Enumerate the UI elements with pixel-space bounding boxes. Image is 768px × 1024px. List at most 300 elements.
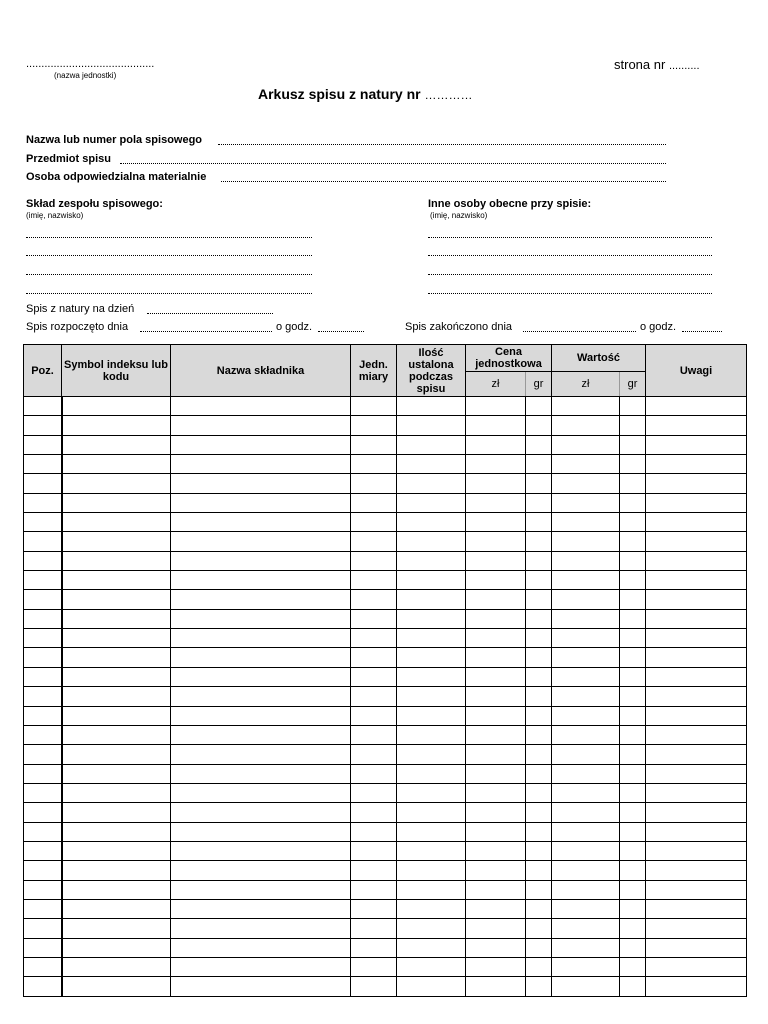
- cell-name[interactable]: [171, 397, 351, 416]
- cell-symbol[interactable]: [62, 783, 171, 802]
- cell-price-gr[interactable]: [526, 590, 552, 609]
- cell-price-zl[interactable]: [466, 745, 526, 764]
- cell-symbol[interactable]: [62, 957, 171, 976]
- cell-price-gr[interactable]: [526, 513, 552, 532]
- cell-poz[interactable]: [24, 957, 62, 976]
- cell-value-gr[interactable]: [620, 455, 646, 474]
- cell-unit[interactable]: [351, 532, 397, 551]
- cell-symbol[interactable]: [62, 493, 171, 512]
- cell-notes[interactable]: [646, 551, 747, 570]
- cell-value-zl[interactable]: [552, 590, 620, 609]
- cell-price-gr[interactable]: [526, 803, 552, 822]
- cell-poz[interactable]: [24, 551, 62, 570]
- cell-notes[interactable]: [646, 919, 747, 938]
- cell-value-gr[interactable]: [620, 667, 646, 686]
- cell-unit[interactable]: [351, 783, 397, 802]
- cell-qty[interactable]: [397, 977, 466, 996]
- cell-notes[interactable]: [646, 687, 747, 706]
- cell-poz[interactable]: [24, 455, 62, 474]
- cell-qty[interactable]: [397, 822, 466, 841]
- cell-value-gr[interactable]: [620, 397, 646, 416]
- cell-price-gr[interactable]: [526, 571, 552, 590]
- cell-value-zl[interactable]: [552, 822, 620, 841]
- cell-notes[interactable]: [646, 435, 747, 454]
- cell-value-gr[interactable]: [620, 609, 646, 628]
- cell-price-zl[interactable]: [466, 532, 526, 551]
- cell-symbol[interactable]: [62, 629, 171, 648]
- cell-symbol[interactable]: [62, 667, 171, 686]
- cell-value-zl[interactable]: [552, 687, 620, 706]
- cell-notes[interactable]: [646, 590, 747, 609]
- cell-value-zl[interactable]: [552, 397, 620, 416]
- cell-poz[interactable]: [24, 493, 62, 512]
- cell-price-zl[interactable]: [466, 919, 526, 938]
- cell-price-zl[interactable]: [466, 977, 526, 996]
- cell-value-zl[interactable]: [552, 474, 620, 493]
- cell-qty[interactable]: [397, 957, 466, 976]
- cell-notes[interactable]: [646, 609, 747, 628]
- cell-name[interactable]: [171, 899, 351, 918]
- cell-value-gr[interactable]: [620, 783, 646, 802]
- team-member-line-4[interactable]: [26, 293, 312, 294]
- cell-price-zl[interactable]: [466, 455, 526, 474]
- cell-qty[interactable]: [397, 725, 466, 744]
- cell-symbol[interactable]: [62, 764, 171, 783]
- cell-unit[interactable]: [351, 551, 397, 570]
- cell-price-zl[interactable]: [466, 822, 526, 841]
- cell-unit[interactable]: [351, 803, 397, 822]
- cell-symbol[interactable]: [62, 725, 171, 744]
- cell-qty[interactable]: [397, 455, 466, 474]
- cell-qty[interactable]: [397, 629, 466, 648]
- cell-poz[interactable]: [24, 919, 62, 938]
- cell-value-zl[interactable]: [552, 861, 620, 880]
- cell-value-gr[interactable]: [620, 474, 646, 493]
- cell-value-zl[interactable]: [552, 513, 620, 532]
- cell-value-zl[interactable]: [552, 957, 620, 976]
- cell-notes[interactable]: [646, 513, 747, 532]
- cell-price-zl[interactable]: [466, 397, 526, 416]
- cell-value-gr[interactable]: [620, 745, 646, 764]
- cell-price-gr[interactable]: [526, 977, 552, 996]
- cell-notes[interactable]: [646, 880, 747, 899]
- cell-name[interactable]: [171, 455, 351, 474]
- cell-notes[interactable]: [646, 977, 747, 996]
- cell-symbol[interactable]: [62, 745, 171, 764]
- cell-notes[interactable]: [646, 803, 747, 822]
- cell-name[interactable]: [171, 919, 351, 938]
- cell-unit[interactable]: [351, 455, 397, 474]
- cell-price-zl[interactable]: [466, 706, 526, 725]
- cell-notes[interactable]: [646, 783, 747, 802]
- cell-poz[interactable]: [24, 667, 62, 686]
- cell-name[interactable]: [171, 957, 351, 976]
- cell-value-zl[interactable]: [552, 977, 620, 996]
- ended-date-line[interactable]: [523, 331, 636, 332]
- cell-name[interactable]: [171, 977, 351, 996]
- cell-qty[interactable]: [397, 841, 466, 860]
- cell-value-zl[interactable]: [552, 416, 620, 435]
- cell-notes[interactable]: [646, 474, 747, 493]
- cell-symbol[interactable]: [62, 803, 171, 822]
- cell-value-gr[interactable]: [620, 957, 646, 976]
- cell-qty[interactable]: [397, 919, 466, 938]
- cell-price-gr[interactable]: [526, 609, 552, 628]
- cell-qty[interactable]: [397, 493, 466, 512]
- cell-value-zl[interactable]: [552, 629, 620, 648]
- cell-price-gr[interactable]: [526, 861, 552, 880]
- cell-price-zl[interactable]: [466, 493, 526, 512]
- cell-qty[interactable]: [397, 397, 466, 416]
- cell-qty[interactable]: [397, 861, 466, 880]
- cell-value-zl[interactable]: [552, 899, 620, 918]
- cell-value-zl[interactable]: [552, 880, 620, 899]
- cell-notes[interactable]: [646, 667, 747, 686]
- cell-notes[interactable]: [646, 899, 747, 918]
- as-of-line[interactable]: [147, 313, 273, 314]
- cell-value-gr[interactable]: [620, 764, 646, 783]
- cell-price-zl[interactable]: [466, 648, 526, 667]
- cell-unit[interactable]: [351, 416, 397, 435]
- cell-symbol[interactable]: [62, 822, 171, 841]
- cell-value-zl[interactable]: [552, 706, 620, 725]
- cell-poz[interactable]: [24, 803, 62, 822]
- cell-notes[interactable]: [646, 957, 747, 976]
- cell-symbol[interactable]: [62, 880, 171, 899]
- cell-poz[interactable]: [24, 474, 62, 493]
- cell-name[interactable]: [171, 841, 351, 860]
- cell-price-gr[interactable]: [526, 532, 552, 551]
- cell-price-gr[interactable]: [526, 880, 552, 899]
- cell-price-gr[interactable]: [526, 455, 552, 474]
- cell-value-gr[interactable]: [620, 899, 646, 918]
- cell-price-zl[interactable]: [466, 783, 526, 802]
- cell-unit[interactable]: [351, 609, 397, 628]
- cell-value-gr[interactable]: [620, 493, 646, 512]
- cell-price-zl[interactable]: [466, 725, 526, 744]
- cell-price-gr[interactable]: [526, 416, 552, 435]
- cell-qty[interactable]: [397, 745, 466, 764]
- started-date-line[interactable]: [140, 331, 272, 332]
- cell-value-gr[interactable]: [620, 803, 646, 822]
- cell-value-zl[interactable]: [552, 841, 620, 860]
- cell-unit[interactable]: [351, 745, 397, 764]
- cell-value-zl[interactable]: [552, 938, 620, 957]
- cell-price-gr[interactable]: [526, 822, 552, 841]
- cell-value-gr[interactable]: [620, 861, 646, 880]
- cell-symbol[interactable]: [62, 609, 171, 628]
- cell-price-zl[interactable]: [466, 841, 526, 860]
- cell-name[interactable]: [171, 745, 351, 764]
- cell-symbol[interactable]: [62, 687, 171, 706]
- cell-value-zl[interactable]: [552, 745, 620, 764]
- cell-symbol[interactable]: [62, 861, 171, 880]
- cell-price-gr[interactable]: [526, 397, 552, 416]
- cell-qty[interactable]: [397, 609, 466, 628]
- cell-symbol[interactable]: [62, 938, 171, 957]
- cell-qty[interactable]: [397, 590, 466, 609]
- cell-price-gr[interactable]: [526, 938, 552, 957]
- cell-price-gr[interactable]: [526, 629, 552, 648]
- cell-notes[interactable]: [646, 938, 747, 957]
- cell-name[interactable]: [171, 764, 351, 783]
- cell-symbol[interactable]: [62, 899, 171, 918]
- cell-price-gr[interactable]: [526, 706, 552, 725]
- responsible-line[interactable]: [221, 181, 666, 182]
- cell-price-gr[interactable]: [526, 841, 552, 860]
- cell-name[interactable]: [171, 803, 351, 822]
- cell-price-gr[interactable]: [526, 648, 552, 667]
- cell-price-zl[interactable]: [466, 880, 526, 899]
- started-time-line[interactable]: [318, 331, 364, 332]
- cell-qty[interactable]: [397, 706, 466, 725]
- cell-price-gr[interactable]: [526, 764, 552, 783]
- cell-poz[interactable]: [24, 609, 62, 628]
- cell-notes[interactable]: [646, 764, 747, 783]
- cell-poz[interactable]: [24, 783, 62, 802]
- cell-unit[interactable]: [351, 629, 397, 648]
- cell-value-zl[interactable]: [552, 571, 620, 590]
- subject-line[interactable]: [120, 163, 666, 164]
- cell-value-gr[interactable]: [620, 725, 646, 744]
- cell-value-zl[interactable]: [552, 609, 620, 628]
- cell-unit[interactable]: [351, 899, 397, 918]
- other-person-line-2[interactable]: [428, 255, 712, 256]
- cell-symbol[interactable]: [62, 513, 171, 532]
- other-person-line-1[interactable]: [428, 237, 712, 238]
- cell-unit[interactable]: [351, 725, 397, 744]
- cell-notes[interactable]: [646, 416, 747, 435]
- cell-poz[interactable]: [24, 706, 62, 725]
- cell-qty[interactable]: [397, 648, 466, 667]
- cell-price-zl[interactable]: [466, 938, 526, 957]
- cell-value-gr[interactable]: [620, 706, 646, 725]
- cell-price-zl[interactable]: [466, 764, 526, 783]
- cell-notes[interactable]: [646, 629, 747, 648]
- cell-qty[interactable]: [397, 551, 466, 570]
- cell-price-zl[interactable]: [466, 803, 526, 822]
- cell-unit[interactable]: [351, 687, 397, 706]
- cell-name[interactable]: [171, 629, 351, 648]
- cell-price-gr[interactable]: [526, 919, 552, 938]
- cell-symbol[interactable]: [62, 571, 171, 590]
- cell-poz[interactable]: [24, 532, 62, 551]
- cell-poz[interactable]: [24, 880, 62, 899]
- cell-name[interactable]: [171, 880, 351, 899]
- cell-price-zl[interactable]: [466, 861, 526, 880]
- cell-qty[interactable]: [397, 667, 466, 686]
- cell-value-zl[interactable]: [552, 919, 620, 938]
- cell-price-zl[interactable]: [466, 899, 526, 918]
- cell-name[interactable]: [171, 474, 351, 493]
- cell-qty[interactable]: [397, 687, 466, 706]
- cell-symbol[interactable]: [62, 474, 171, 493]
- cell-value-zl[interactable]: [552, 551, 620, 570]
- cell-symbol[interactable]: [62, 435, 171, 454]
- cell-price-gr[interactable]: [526, 899, 552, 918]
- cell-value-zl[interactable]: [552, 803, 620, 822]
- cell-price-zl[interactable]: [466, 416, 526, 435]
- cell-name[interactable]: [171, 706, 351, 725]
- cell-name[interactable]: [171, 822, 351, 841]
- cell-value-gr[interactable]: [620, 841, 646, 860]
- cell-notes[interactable]: [646, 532, 747, 551]
- cell-qty[interactable]: [397, 803, 466, 822]
- field-name-line[interactable]: [218, 144, 666, 145]
- cell-notes[interactable]: [646, 455, 747, 474]
- cell-unit[interactable]: [351, 861, 397, 880]
- cell-notes[interactable]: [646, 725, 747, 744]
- cell-unit[interactable]: [351, 571, 397, 590]
- cell-poz[interactable]: [24, 841, 62, 860]
- cell-qty[interactable]: [397, 880, 466, 899]
- cell-unit[interactable]: [351, 513, 397, 532]
- cell-poz[interactable]: [24, 397, 62, 416]
- cell-price-gr[interactable]: [526, 493, 552, 512]
- cell-poz[interactable]: [24, 571, 62, 590]
- cell-symbol[interactable]: [62, 919, 171, 938]
- cell-poz[interactable]: [24, 629, 62, 648]
- cell-price-gr[interactable]: [526, 783, 552, 802]
- cell-poz[interactable]: [24, 416, 62, 435]
- cell-unit[interactable]: [351, 706, 397, 725]
- cell-unit[interactable]: [351, 957, 397, 976]
- cell-notes[interactable]: [646, 397, 747, 416]
- cell-price-gr[interactable]: [526, 687, 552, 706]
- cell-price-zl[interactable]: [466, 687, 526, 706]
- cell-qty[interactable]: [397, 474, 466, 493]
- cell-poz[interactable]: [24, 435, 62, 454]
- cell-value-zl[interactable]: [552, 667, 620, 686]
- cell-value-zl[interactable]: [552, 648, 620, 667]
- cell-unit[interactable]: [351, 822, 397, 841]
- cell-price-gr[interactable]: [526, 551, 552, 570]
- ended-time-line[interactable]: [682, 331, 722, 332]
- cell-name[interactable]: [171, 725, 351, 744]
- cell-name[interactable]: [171, 571, 351, 590]
- cell-qty[interactable]: [397, 513, 466, 532]
- cell-unit[interactable]: [351, 977, 397, 996]
- cell-qty[interactable]: [397, 938, 466, 957]
- cell-notes[interactable]: [646, 745, 747, 764]
- cell-qty[interactable]: [397, 435, 466, 454]
- cell-symbol[interactable]: [62, 397, 171, 416]
- cell-unit[interactable]: [351, 493, 397, 512]
- other-person-line-4[interactable]: [428, 293, 712, 294]
- cell-qty[interactable]: [397, 783, 466, 802]
- cell-price-zl[interactable]: [466, 667, 526, 686]
- cell-price-gr[interactable]: [526, 435, 552, 454]
- cell-value-zl[interactable]: [552, 725, 620, 744]
- cell-price-gr[interactable]: [526, 957, 552, 976]
- cell-value-gr[interactable]: [620, 822, 646, 841]
- cell-name[interactable]: [171, 532, 351, 551]
- cell-value-gr[interactable]: [620, 416, 646, 435]
- cell-name[interactable]: [171, 416, 351, 435]
- cell-name[interactable]: [171, 513, 351, 532]
- cell-value-zl[interactable]: [552, 435, 620, 454]
- cell-symbol[interactable]: [62, 416, 171, 435]
- cell-poz[interactable]: [24, 764, 62, 783]
- cell-qty[interactable]: [397, 416, 466, 435]
- cell-poz[interactable]: [24, 861, 62, 880]
- cell-price-gr[interactable]: [526, 725, 552, 744]
- cell-value-gr[interactable]: [620, 590, 646, 609]
- cell-notes[interactable]: [646, 706, 747, 725]
- cell-price-zl[interactable]: [466, 590, 526, 609]
- cell-name[interactable]: [171, 667, 351, 686]
- cell-notes[interactable]: [646, 493, 747, 512]
- cell-name[interactable]: [171, 493, 351, 512]
- cell-qty[interactable]: [397, 532, 466, 551]
- cell-unit[interactable]: [351, 435, 397, 454]
- cell-name[interactable]: [171, 861, 351, 880]
- cell-unit[interactable]: [351, 841, 397, 860]
- cell-poz[interactable]: [24, 822, 62, 841]
- cell-symbol[interactable]: [62, 841, 171, 860]
- cell-notes[interactable]: [646, 571, 747, 590]
- cell-value-gr[interactable]: [620, 513, 646, 532]
- cell-value-zl[interactable]: [552, 532, 620, 551]
- cell-unit[interactable]: [351, 397, 397, 416]
- cell-value-gr[interactable]: [620, 687, 646, 706]
- cell-price-zl[interactable]: [466, 609, 526, 628]
- cell-symbol[interactable]: [62, 590, 171, 609]
- cell-poz[interactable]: [24, 590, 62, 609]
- other-person-line-3[interactable]: [428, 274, 712, 275]
- cell-price-zl[interactable]: [466, 435, 526, 454]
- cell-value-gr[interactable]: [620, 919, 646, 938]
- cell-value-gr[interactable]: [620, 648, 646, 667]
- cell-price-zl[interactable]: [466, 571, 526, 590]
- cell-qty[interactable]: [397, 899, 466, 918]
- cell-name[interactable]: [171, 648, 351, 667]
- cell-value-gr[interactable]: [620, 532, 646, 551]
- cell-value-zl[interactable]: [552, 493, 620, 512]
- team-member-line-2[interactable]: [26, 255, 312, 256]
- cell-symbol[interactable]: [62, 532, 171, 551]
- cell-value-gr[interactable]: [620, 629, 646, 648]
- cell-poz[interactable]: [24, 513, 62, 532]
- cell-symbol[interactable]: [62, 551, 171, 570]
- cell-value-gr[interactable]: [620, 880, 646, 899]
- cell-notes[interactable]: [646, 822, 747, 841]
- cell-value-zl[interactable]: [552, 764, 620, 783]
- cell-value-zl[interactable]: [552, 783, 620, 802]
- cell-symbol[interactable]: [62, 706, 171, 725]
- cell-unit[interactable]: [351, 474, 397, 493]
- cell-value-gr[interactable]: [620, 551, 646, 570]
- cell-name[interactable]: [171, 435, 351, 454]
- cell-price-zl[interactable]: [466, 474, 526, 493]
- cell-poz[interactable]: [24, 899, 62, 918]
- cell-qty[interactable]: [397, 764, 466, 783]
- team-member-line-3[interactable]: [26, 274, 312, 275]
- cell-value-gr[interactable]: [620, 435, 646, 454]
- cell-price-zl[interactable]: [466, 551, 526, 570]
- cell-name[interactable]: [171, 609, 351, 628]
- cell-unit[interactable]: [351, 667, 397, 686]
- team-member-line-1[interactable]: [26, 237, 312, 238]
- cell-symbol[interactable]: [62, 977, 171, 996]
- cell-price-zl[interactable]: [466, 629, 526, 648]
- cell-value-gr[interactable]: [620, 977, 646, 996]
- cell-unit[interactable]: [351, 764, 397, 783]
- cell-symbol[interactable]: [62, 648, 171, 667]
- cell-notes[interactable]: [646, 648, 747, 667]
- cell-name[interactable]: [171, 551, 351, 570]
- cell-poz[interactable]: [24, 745, 62, 764]
